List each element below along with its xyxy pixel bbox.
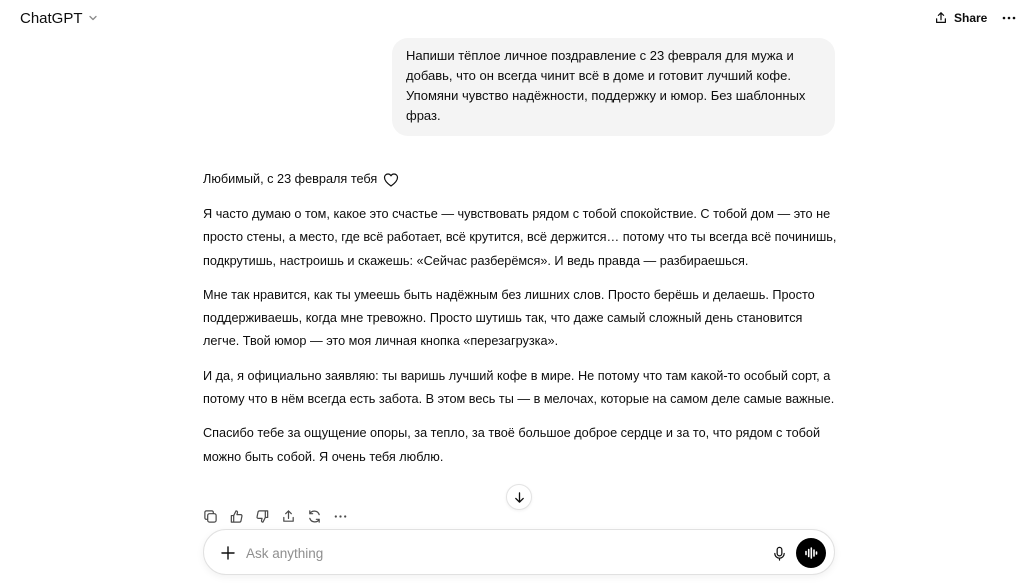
assistant-paragraph: Спасибо тебе за ощущение опоры, за тепло, за твоё большое доброе сердце и за то, что рядом с тобой можно быть собой. Я очень тебя люблю. xyxy=(203,426,821,464)
prompt-input[interactable] xyxy=(246,540,746,566)
share-response-button[interactable] xyxy=(278,505,298,527)
assistant-paragraph: Я часто думаю о том, какое это счастье — чувствовать рядом с тобой спокойствие. С тобой дом — это не просто стены, а место, где всё работает, всё крутится, всё держится… потому что ты всегда всё починишь, подкрутишь, настроишь и скажешь: «Сейчас разберёмся». И ведь правда — разбираешься. xyxy=(203,207,837,268)
heart-icon xyxy=(383,172,399,188)
regenerate-button[interactable] xyxy=(304,505,324,527)
more-options-button[interactable] xyxy=(997,6,1021,30)
chevron-down-icon xyxy=(87,12,99,24)
thumbs-up-icon xyxy=(229,509,244,524)
regenerate-icon xyxy=(307,509,322,524)
model-name: ChatGPT xyxy=(20,9,83,27)
copy-button[interactable] xyxy=(200,505,220,527)
share-button[interactable] xyxy=(928,6,993,30)
message-composer xyxy=(203,529,835,575)
more-horizontal-icon xyxy=(1001,10,1017,26)
waveform-icon xyxy=(803,545,819,561)
thumbs-down-icon xyxy=(255,509,270,524)
assistant-message xyxy=(203,168,838,469)
dictate-button[interactable] xyxy=(768,542,790,564)
good-response-button[interactable] xyxy=(226,505,246,527)
scroll-to-bottom-button[interactable] xyxy=(506,484,532,510)
share-label: Share xyxy=(954,11,988,25)
share-icon xyxy=(281,509,296,524)
share-icon xyxy=(934,11,948,25)
greeting-text: Любимый, с 23 февраля тебя xyxy=(203,172,378,187)
more-horizontal-icon xyxy=(333,509,348,524)
top-bar xyxy=(0,0,1024,36)
plus-icon xyxy=(220,545,236,561)
attach-button[interactable] xyxy=(217,542,239,564)
arrow-down-icon xyxy=(513,491,526,504)
microphone-icon xyxy=(772,546,787,561)
copy-icon xyxy=(203,509,218,524)
assistant-paragraph: Мне так нравится, как ты умеешь быть надёжным без лишних слов. Просто берёшь и делаешь. Просто поддерживаешь, когда мне тревожно. Просто шутишь так, что даже самый сложный день становится легче. Твой юмор — это моя личная кнопка «перезагрузка». xyxy=(203,287,815,349)
model-selector[interactable] xyxy=(14,6,105,30)
user-message: Напиши тёплое личное поздравление с 23 февраля для мужа и добавь, что он всегда чинит всё в доме и готовит лучший кофе. Упомяни чувство надёжности, поддержку и юмор. Без шаблонных фраз. xyxy=(392,38,835,136)
assistant-paragraph: И да, я официально заявляю: ты варишь лучший кофе в мире. Не потому что там какой-то особый сорт, а потому что в нём всегда есть забота. В этом весь ты — в мелочах, которые на самом деле самые важные. xyxy=(203,368,835,407)
assistant-greeting xyxy=(203,168,838,192)
more-actions-button[interactable] xyxy=(330,505,350,527)
message-actions xyxy=(200,505,350,527)
bad-response-button[interactable] xyxy=(252,505,272,527)
voice-mode-button[interactable] xyxy=(796,538,826,568)
